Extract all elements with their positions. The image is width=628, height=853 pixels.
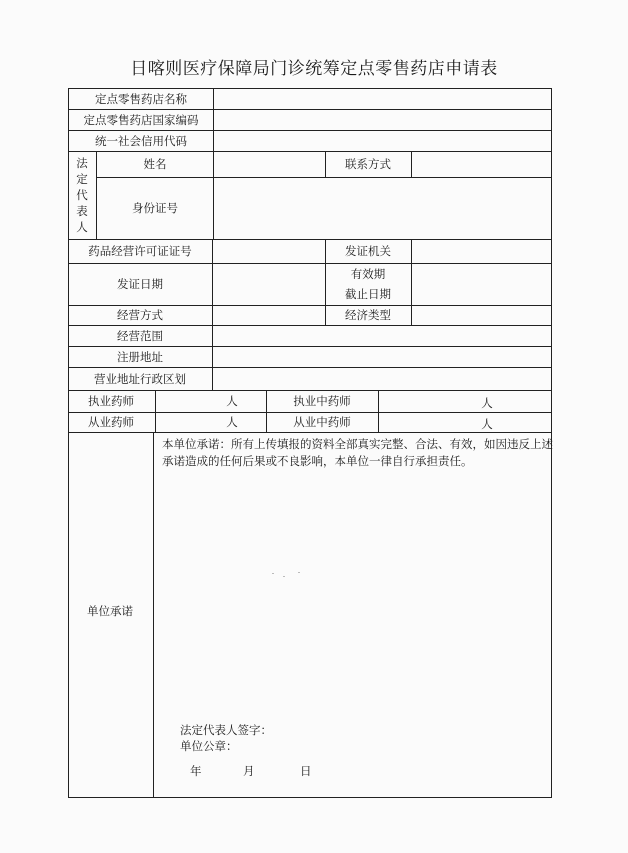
- row-divider: [68, 346, 552, 347]
- row-divider: [68, 390, 552, 391]
- column-divider: [155, 390, 156, 432]
- label-business-scope: 经营范围: [117, 329, 163, 343]
- unit-person: 人: [481, 417, 493, 431]
- commitment-line-2: 承诺造成的任何后果或不良影响，本单位一律自行承担责任。: [162, 454, 473, 468]
- label-issuing-authority: 发证机关: [345, 244, 391, 258]
- unit-seal-label: 单位公章：: [180, 739, 238, 753]
- row-divider: [68, 432, 552, 433]
- column-divider: [212, 367, 213, 390]
- column-divider: [325, 151, 326, 177]
- row-divider: [96, 177, 552, 178]
- label-id-number: 身份证号: [132, 201, 178, 215]
- label-admin-division: 营业地址行政区划: [94, 372, 186, 386]
- label-unit-commitment: 单位承诺: [87, 604, 133, 618]
- unit-person: 人: [226, 394, 238, 408]
- label-validity-line2: 截止日期: [345, 287, 391, 301]
- label-credit-code: 统一社会信用代码: [95, 134, 187, 148]
- label-registered-address: 注册地址: [117, 350, 163, 364]
- column-divider: [213, 177, 214, 239]
- label-economic-type: 经济类型: [345, 308, 391, 322]
- row-divider: [68, 305, 552, 306]
- label-licensed-tcm-pharmacist: 执业中药师: [293, 394, 351, 408]
- column-divider: [411, 151, 412, 177]
- label-store-name: 定点零售药店名称: [95, 92, 187, 106]
- commitment-line-1: 本单位承诺：所有上传填报的资料全部真实完整、合法、有效，如因违反上述: [162, 437, 553, 451]
- label-licensed-pharmacist: 执业药师: [88, 394, 134, 408]
- row-divider: [68, 130, 552, 131]
- column-divider: [266, 390, 267, 432]
- label-drug-license: 药品经营许可证证号: [88, 244, 192, 258]
- column-divider: [411, 239, 412, 325]
- column-divider: [96, 151, 97, 239]
- unit-person: 人: [481, 396, 493, 410]
- row-divider: [68, 325, 552, 326]
- column-divider: [378, 390, 379, 432]
- label-issue-date: 发证日期: [117, 277, 163, 291]
- row-divider: [68, 263, 552, 264]
- label-practicing-pharmacist: 从业药师: [88, 415, 134, 429]
- label-contact: 联系方式: [345, 157, 391, 171]
- legal-rep-signature-label: 法定代表人签字：: [180, 723, 272, 737]
- column-divider: [153, 432, 154, 798]
- label-name: 姓名: [143, 157, 167, 171]
- date-year: 年: [190, 764, 202, 778]
- row-divider: [68, 239, 552, 240]
- scan-speck: [283, 576, 285, 577]
- column-divider: [212, 239, 213, 367]
- unit-person: 人: [226, 415, 238, 429]
- row-divider: [68, 151, 552, 152]
- column-divider: [325, 239, 326, 325]
- scan-speck: [298, 572, 300, 573]
- label-business-mode: 经营方式: [117, 308, 163, 322]
- label-legal-representative: 法定代表人: [76, 156, 88, 234]
- row-divider: [68, 367, 552, 368]
- scan-speck: [272, 573, 274, 574]
- form-title: 日喀则医疗保障局门诊统筹定点零售药店申请表: [130, 59, 498, 79]
- row-divider: [68, 412, 552, 413]
- date-month: 月: [243, 764, 255, 778]
- label-validity-line1: 有效期: [350, 267, 386, 281]
- label-practicing-tcm-pharmacist: 从业中药师: [293, 415, 351, 429]
- column-divider: [213, 88, 214, 177]
- label-national-code: 定点零售药店国家编码: [83, 113, 199, 127]
- row-divider: [68, 109, 552, 110]
- date-day: 日: [300, 764, 312, 778]
